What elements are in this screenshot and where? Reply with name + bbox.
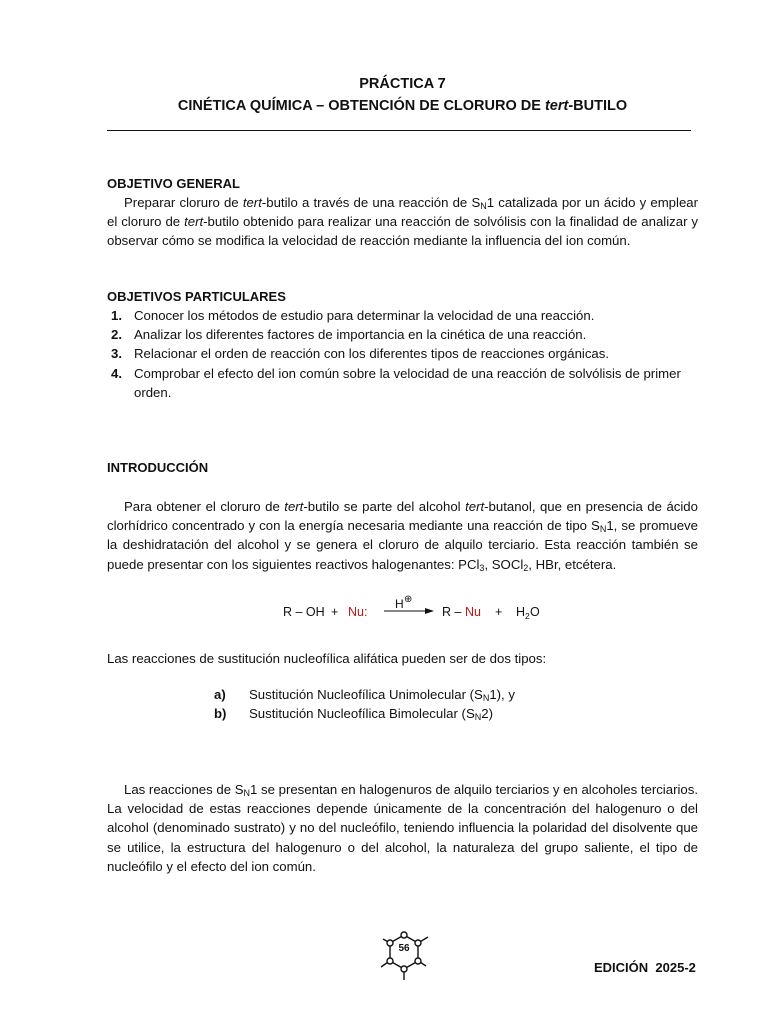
product-nu-text: Nu	[465, 605, 481, 619]
nucleophile-text: Nu:	[348, 605, 368, 619]
list-item: 1. Conocer los métodos de estudio para determinar la velocidad de una reacción.	[111, 308, 595, 323]
plus-sign: +	[495, 605, 503, 619]
reaction-equation	[107, 592, 698, 632]
water-h: H	[516, 605, 526, 619]
introduccion-paragraph-1: Para obtener el cloruro de tert-butilo se parte del alcohol tert-butanol, que en presencia de ácido clorhídrico concentrado y con la energía necesaria mediante una reacción de tipo $S_N1$, se promueve la deshidratación del alcohol y se genera el cloruro de alquilo terciario. Esta reacción también se puede presentar con los siguientes reactivos halogenantes: PCl$_3$, SOCl$_2$, HBr, etcétera.	[107, 499, 698, 573]
list-item: b) Sustitución Nucleofílica Bimolecular $(S_N2)$	[214, 706, 493, 723]
page-number: 56	[398, 943, 410, 954]
catalyst-text: H	[395, 597, 404, 611]
list-item: 4. Comprobar el efecto del ion común sobre la velocidad de una reacción de solvólisis de primer orden.	[111, 365, 681, 400]
list-item: 3. Relacionar el orden de reacción con los diferentes tipos de reacciones orgánicas.	[111, 346, 610, 362]
reaction-arrow-head	[425, 608, 434, 614]
objetivos-particulares-heading: OBJETIVOS PARTICULARES	[107, 289, 286, 304]
plus-sign: +	[331, 605, 339, 619]
list-item: a) Sustitución Nucleofílica Unimolecular $(S_N1)$, y	[214, 687, 515, 703]
objetivos-list	[107, 306, 698, 402]
introduccion-paragraph-3: Las reacciones de $S_N1$ se presentan en halogenuros de alquilo terciarios y en alcoholes terciarios. La velocidad de estas reacciones depende únicamente de la concentración del halogenuro o del alcohol (denominado sustrato) y no del nucleófilo, teniendo influencia la polaridad del disolvente que se utilice, la estructura del halogenuro o del alcohol, la naturaleza del grupo saliente, el tipo de nucleófilo y el efecto del ion común.	[107, 782, 698, 874]
edition-label: EDICIÓN 2025-2	[594, 960, 696, 975]
hexagon-molecule-icon	[378, 929, 430, 981]
introduccion-paragraph-2: Las reacciones de sustitución nucleofílica alifática pueden ser de dos tipos:	[107, 651, 547, 666]
product-r-text: R –	[442, 605, 462, 619]
list-item: 2. Analizar los diferentes factores de importancia en la cinética de una reacción.	[111, 327, 587, 343]
objetivo-general-text: Preparar cloruro de tert-butilo a través de una reacción de $S_N1$ catalizada por un ácido y emplear el cloruro de tert-butilo obtenido para realizar una reacción de solvólisis con la finalidad de analizar y observar cómo se modifica la velocidad de reacción mediante la influencia del ion común.	[107, 195, 699, 249]
water-subscript: 2	[525, 611, 530, 621]
introduccion-heading: INTRODUCCIÓN	[107, 460, 209, 475]
practice-number: PRÁCTICA 7	[359, 76, 446, 92]
title-divider	[107, 130, 691, 131]
substitution-types-list	[214, 685, 515, 723]
page-title: CINÉTICA QUÍMICA – OBTENCIÓN DE CLORURO DE tert-BUTILO	[177, 98, 628, 114]
catalyst-charge: ⊕	[404, 594, 413, 605]
objetivo-general-heading: OBJETIVO GENERAL	[107, 176, 240, 191]
page-number-logo	[378, 929, 430, 981]
reactant-text: R – OH	[283, 605, 325, 619]
water-o: O	[530, 605, 540, 619]
